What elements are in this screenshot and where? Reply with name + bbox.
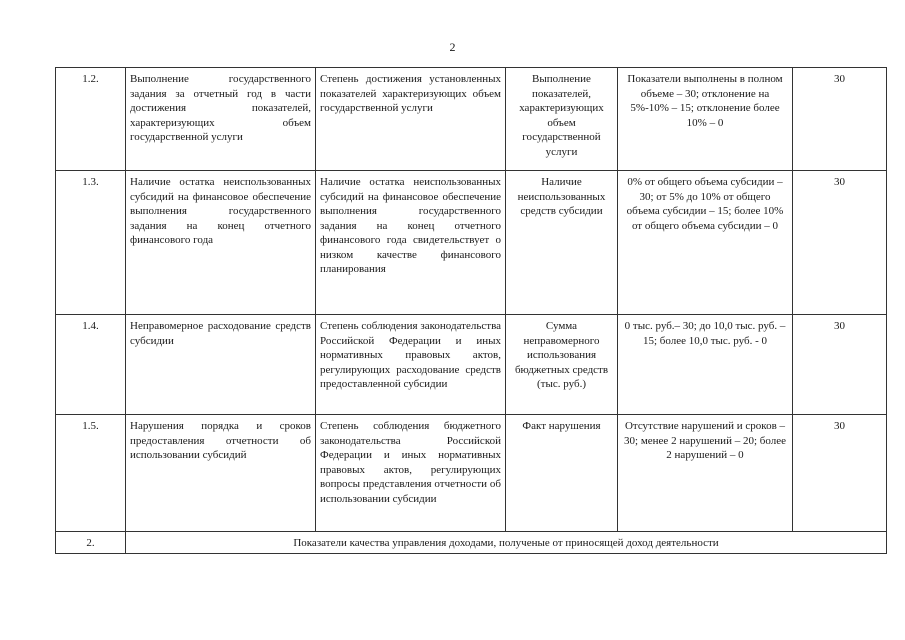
section-number: 2. <box>56 532 126 554</box>
indicator-name: Наличие остатка неиспользованных субсидий на финансовое обеспечение выполнения государственного задания на конец отчетного финансового года <box>126 171 316 315</box>
criteria-table <box>55 67 887 554</box>
max-score: 30 <box>793 415 887 532</box>
row-number: 1.5. <box>56 415 126 532</box>
indicator-measure: Факт нарушения <box>506 415 618 532</box>
score-criteria: 0 тыс. руб.– 30; до 10,0 тыс. руб. – 15; более 10,0 тыс. руб. - 0 <box>618 315 793 415</box>
score-criteria: Отсутствие нарушений и сроков – 30; менее 2 нарушений – 20; более 2 нарушений – 0 <box>618 415 793 532</box>
section-row <box>56 532 887 554</box>
max-score: 30 <box>793 171 887 315</box>
table-row <box>56 315 887 415</box>
table-row <box>56 171 887 315</box>
indicator-description: Наличие остатка неиспользованных субсидий на финансовое обеспечение выполнения государственного задания на конец отчетного финансового года свидетельствует о низком качестве финансового планирования <box>316 171 506 315</box>
indicator-description: Степень достижения установленных показателей характеризующих объем государственной услуги <box>316 68 506 171</box>
row-number: 1.3. <box>56 171 126 315</box>
max-score: 30 <box>793 68 887 171</box>
table-row <box>56 68 887 171</box>
indicator-measure: Наличие неиспользованных средств субсидии <box>506 171 618 315</box>
indicator-description: Степень соблюдения законодательства Российской Федерации и иных нормативных правовых актов, регулирующих расходование средств предоставленной субсидии <box>316 315 506 415</box>
indicator-name: Нарушения порядка и сроков предоставления отчетности об использовании субсидий <box>126 415 316 532</box>
table-row <box>56 415 887 532</box>
score-criteria: Показатели выполнены в полном объеме – 30; отклонение на 5%-10% – 15; отклонение более 10% – 0 <box>618 68 793 171</box>
score-criteria: 0% от общего объема субсидии – 30; от 5% до 10% от общего объема субсидии – 15; более 10% от общего объема субсидии – 0 <box>618 171 793 315</box>
indicator-measure: Сумма неправомерного использования бюджетных средств (тыс. руб.) <box>506 315 618 415</box>
page-number: 2 <box>449 40 456 54</box>
row-number: 1.4. <box>56 315 126 415</box>
indicator-measure: Выполнение показателей, характеризующих объем государственной услуги <box>506 68 618 171</box>
indicator-name: Выполнение государственного задания за отчетный год в части достижения показателей, характеризующих объем государственной услуги <box>126 68 316 171</box>
section-title: Показатели качества управления доходами, полученые от приносящей доход деятельности <box>126 532 887 554</box>
row-number: 1.2. <box>56 68 126 171</box>
indicator-name: Неправомерное расходование средств субсидии <box>126 315 316 415</box>
indicator-description: Степень соблюдения бюджетного законодательства Российской Федерации и иных нормативных правовых актов, регулирующих вопросы представления отчетности об использовании субсидии <box>316 415 506 532</box>
max-score: 30 <box>793 315 887 415</box>
